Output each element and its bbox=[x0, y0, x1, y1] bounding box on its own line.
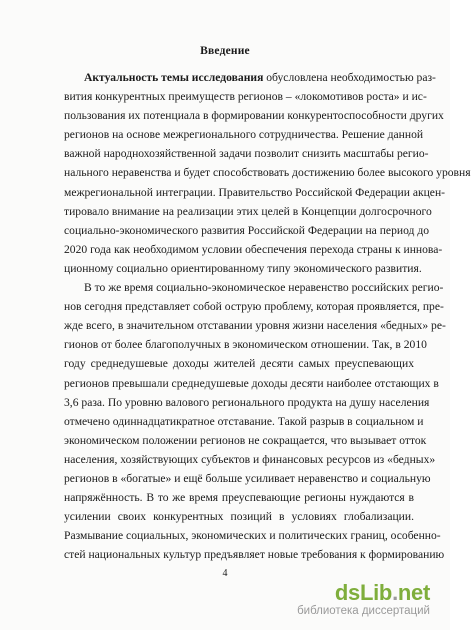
bold-lead: Актуальность темы исследования bbox=[84, 71, 264, 84]
section-heading: Введение bbox=[200, 45, 250, 57]
text-line: экономическом положении регионов не сокращается, что вызывает отток bbox=[64, 433, 427, 447]
text-line: тировало внимание на реализации этих целей в Концепции долгосрочного bbox=[64, 204, 432, 218]
text-line: гионов от более благополучных в экономическом отношении. Так, в 2010 bbox=[64, 338, 427, 352]
text-line: регионов на основе межрегионального сотрудничества. Решение данной bbox=[64, 128, 424, 142]
text-line: регионов в «богатые» и ещё больше усиливает неравенство и социальную bbox=[64, 471, 431, 485]
body-text bbox=[64, 68, 471, 564]
text-line: населения, хозяйствующих субъектов и финансовых ресурсов из «бедных» bbox=[64, 452, 436, 466]
text-line: жде всего, в значительном отставании уровня жизни населения «бедных» ре- bbox=[64, 319, 446, 333]
watermark-logo[interactable] bbox=[297, 582, 430, 618]
text-line: пользования их потенциала в формировании конкурентоспособности других bbox=[64, 109, 444, 123]
watermark-subtitle: библиотека диссертаций bbox=[297, 605, 430, 617]
text-line: стей национальных культур предъявляет новые требования к формированию bbox=[64, 548, 445, 562]
text-line: году среднедушевые доходы жителей десяти самых преуспевающих bbox=[64, 357, 414, 371]
text-line: напряжённость. В то же время преуспевающие регионы нуждаются в bbox=[64, 491, 414, 505]
text-line: отмечено одиннадцатикратное отставание. Такой разрыв в социальном и bbox=[64, 414, 424, 428]
paragraph-1-line-1 bbox=[64, 68, 436, 87]
text-line: социально-экономического развития Российской Федерации на период до bbox=[64, 223, 430, 237]
text-line: регионов превышали среднедушевые доходы десяти наиболее отстающих в bbox=[64, 376, 439, 390]
text-line: 3,6 раза. По уровню валового регионального продукта на душу населения bbox=[64, 395, 430, 409]
paragraph-2-line-1: В то же время социально-экономическое неравенство российских регио- bbox=[84, 281, 444, 295]
text-line: важной народнохозяйственной задачи позволит снизить масштабы регио- bbox=[64, 147, 429, 161]
text-line: нального неравенства и будет способствовать достижению более высокого уровня bbox=[64, 166, 471, 180]
logo-tld: net bbox=[397, 580, 430, 605]
text-line: Размывание социальных, экономических и политических границ, особенно- bbox=[64, 529, 441, 543]
text-line: межрегиональной интеграции. Правительство Российской Федерации акцен- bbox=[64, 185, 446, 199]
first-line-rest: обусловлена необходимостью раз- bbox=[263, 71, 436, 84]
text-line: нов сегодня представляет собой острую проблему, которая проявляется, пре- bbox=[64, 300, 444, 314]
text-line: вития конкурентных преимуществ регионов – «локомотивов роста» и ис- bbox=[64, 90, 427, 104]
watermark-logo-text bbox=[297, 582, 430, 604]
text-line: усилении своих конкурентных позиций в условиях глобализации. bbox=[64, 510, 414, 524]
logo-main: dsLib bbox=[334, 580, 393, 605]
logo-dot: . bbox=[392, 580, 398, 605]
text-line: ционному социально ориентированному типу экономического развития. bbox=[64, 261, 422, 275]
text-line: 2020 года как необходимом условии обеспечения перехода страны к иннова- bbox=[64, 242, 443, 256]
page-number: 4 bbox=[222, 568, 228, 579]
